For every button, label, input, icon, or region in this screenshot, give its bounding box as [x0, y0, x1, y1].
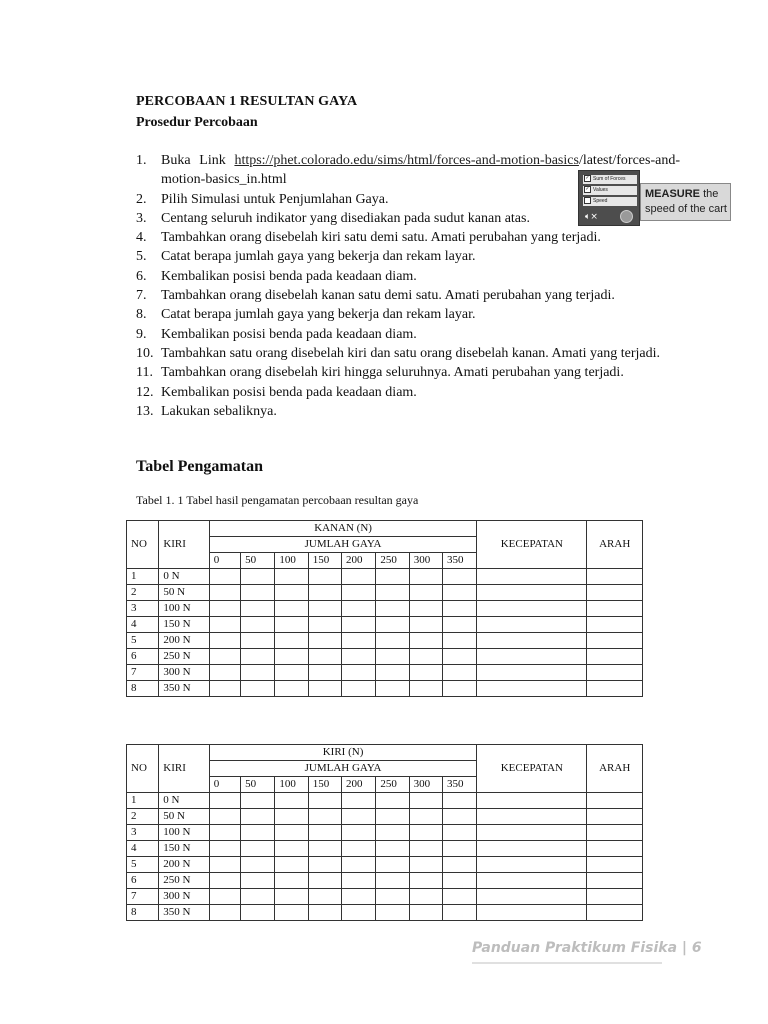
empty-entry-cell [443, 569, 477, 585]
empty-entry-cell [209, 633, 240, 649]
empty-entry-cell [308, 633, 341, 649]
list-item [136, 286, 680, 305]
step-number: 3. [136, 210, 147, 226]
empty-entry-cell [376, 793, 409, 809]
empty-entry-cell [342, 649, 376, 665]
empty-entry-cell [587, 825, 643, 841]
row-kiri-cell: 0 N [159, 793, 209, 809]
empty-entry-cell [342, 569, 376, 585]
column-group-header: KIRI (N) [209, 745, 477, 761]
step-text: Tambahkan orang disebelah kiri satu demi satu. Amati perubahan yang terjadi. [161, 230, 601, 246]
empty-entry-cell [587, 841, 643, 857]
empty-entry-cell [308, 601, 341, 617]
list-item [136, 325, 680, 344]
table-header-row [127, 745, 643, 761]
empty-entry-cell [308, 841, 341, 857]
step-number: 6. [136, 268, 147, 284]
empty-entry-cell [409, 889, 442, 905]
empty-entry-cell [376, 873, 409, 889]
row-kiri-cell: 0 N [159, 569, 209, 585]
empty-entry-cell [241, 585, 275, 601]
empty-entry-cell [342, 633, 376, 649]
empty-entry-cell [477, 585, 587, 601]
empty-entry-cell [376, 825, 409, 841]
step-text: Tambahkan orang disebelah kiri hingga seluruhnya. Amati perubahan yang terjadi. [161, 365, 624, 381]
empty-entry-cell [477, 873, 587, 889]
observation-table-kiri [126, 744, 643, 921]
empty-entry-cell [443, 585, 477, 601]
empty-entry-cell [587, 601, 643, 617]
empty-entry-cell [442, 825, 476, 841]
empty-entry-cell [342, 793, 376, 809]
empty-entry-cell [376, 617, 409, 633]
row-number-cell: 3 [127, 825, 159, 841]
table-row [127, 633, 643, 649]
empty-entry-cell [477, 617, 587, 633]
empty-entry-cell [442, 889, 476, 905]
list-item [136, 344, 680, 363]
empty-entry-cell [241, 633, 275, 649]
table-row [127, 809, 643, 825]
table-row [127, 617, 643, 633]
empty-entry-cell [209, 841, 240, 857]
column-header-force: 0 [209, 777, 240, 793]
empty-entry-cell [477, 889, 587, 905]
row-number-cell: 5 [127, 633, 159, 649]
table-row [127, 601, 643, 617]
empty-entry-cell [477, 681, 587, 697]
table-row [127, 905, 643, 921]
empty-entry-cell [308, 585, 341, 601]
table-row [127, 841, 643, 857]
empty-entry-cell [275, 585, 308, 601]
empty-entry-cell [376, 569, 409, 585]
step-text: Pilih Simulasi untuk Penjumlahan Gaya. [161, 191, 389, 207]
empty-entry-cell [442, 873, 476, 889]
empty-entry-cell [209, 649, 240, 665]
row-number-cell: 6 [127, 873, 159, 889]
checkbox-sum-of-forces: ✓ Sum of Forces [583, 175, 637, 184]
empty-entry-cell [477, 809, 587, 825]
empty-entry-cell [308, 889, 341, 905]
column-header-force: 50 [241, 553, 275, 569]
column-header-force: 300 [409, 777, 442, 793]
empty-entry-cell [409, 681, 442, 697]
empty-entry-cell [442, 809, 476, 825]
empty-entry-cell [241, 649, 275, 665]
empty-entry-cell [587, 889, 643, 905]
column-subgroup-header: JUMLAH GAYA [209, 537, 477, 553]
row-kiri-cell: 200 N [159, 857, 209, 873]
empty-entry-cell [308, 649, 341, 665]
empty-entry-cell [587, 857, 643, 873]
row-kiri-cell: 50 N [159, 809, 209, 825]
row-kiri-cell: 100 N [159, 825, 209, 841]
observation-table-kanan [126, 520, 643, 697]
step-number: 4. [136, 230, 147, 246]
step-number: 11. [136, 365, 153, 381]
row-kiri-cell: 100 N [159, 601, 209, 617]
indicator-panel [578, 170, 640, 226]
empty-entry-cell [376, 633, 409, 649]
step-suffix: /latest/forces-and-motion-basics_in.html [161, 153, 680, 188]
empty-entry-cell [342, 665, 376, 681]
empty-entry-cell [587, 585, 643, 601]
empty-entry-cell [275, 617, 308, 633]
column-header-force: 0 [209, 553, 240, 569]
step-number: 2. [136, 191, 147, 207]
list-item [136, 383, 680, 402]
step-text: Catat berapa jumlah gaya yang bekerja dan rekam layar. [161, 307, 476, 323]
empty-entry-cell [275, 809, 308, 825]
table-row [127, 585, 643, 601]
empty-entry-cell [409, 841, 442, 857]
empty-entry-cell [209, 585, 240, 601]
empty-entry-cell [443, 601, 477, 617]
empty-entry-cell [409, 793, 442, 809]
empty-entry-cell [342, 873, 376, 889]
empty-entry-cell [275, 649, 308, 665]
table-row [127, 825, 643, 841]
empty-entry-cell [409, 905, 442, 921]
table-row [127, 649, 643, 665]
empty-entry-cell [209, 873, 240, 889]
empty-entry-cell [308, 825, 341, 841]
empty-entry-cell [477, 601, 587, 617]
empty-entry-cell [376, 889, 409, 905]
empty-entry-cell [275, 873, 308, 889]
table-row [127, 665, 643, 681]
empty-entry-cell [443, 649, 477, 665]
empty-entry-cell [308, 873, 341, 889]
empty-entry-cell [275, 841, 308, 857]
table-caption: Tabel 1. 1 Tabel hasil pengamatan percobaan resultan gaya [136, 493, 419, 507]
empty-entry-cell [376, 905, 409, 921]
column-header-force: 250 [376, 553, 409, 569]
row-number-cell: 6 [127, 649, 159, 665]
empty-entry-cell [209, 681, 240, 697]
column-header-arah: ARAH [587, 521, 643, 569]
column-header-force: 250 [376, 777, 409, 793]
empty-entry-cell [376, 681, 409, 697]
empty-entry-cell [443, 665, 477, 681]
empty-entry-cell [409, 873, 442, 889]
empty-entry-cell [275, 569, 308, 585]
empty-entry-cell [209, 905, 240, 921]
empty-entry-cell [477, 841, 587, 857]
checkbox-values: ✓ Values [583, 186, 637, 195]
empty-entry-cell [241, 793, 275, 809]
empty-entry-cell [342, 825, 376, 841]
page-footer: Panduan Praktikum Fisika | 6 [472, 940, 702, 956]
empty-entry-cell [308, 681, 341, 697]
empty-entry-cell [342, 681, 376, 697]
checkbox-checked-icon: ✓ [585, 175, 590, 182]
empty-entry-cell [209, 569, 240, 585]
empty-entry-cell [409, 665, 442, 681]
list-item [136, 247, 680, 266]
step-prefix: Buka Link [161, 153, 235, 168]
empty-entry-cell [587, 665, 643, 681]
row-number-cell: 2 [127, 585, 159, 601]
empty-entry-cell [442, 857, 476, 873]
column-header-force: 100 [275, 553, 308, 569]
empty-entry-cell [587, 569, 643, 585]
step-number: 7. [136, 288, 147, 304]
row-number-cell: 5 [127, 857, 159, 873]
empty-entry-cell [587, 617, 643, 633]
step-text: Catat berapa jumlah gaya yang bekerja dan rekam layar. [161, 249, 476, 265]
empty-entry-cell [308, 617, 341, 633]
column-header-force: 200 [342, 553, 376, 569]
step-text: Tambahkan satu orang disebelah kiri dan satu orang disebelah kanan. Amati yang terjadi. [161, 345, 660, 361]
column-header-force: 350 [442, 777, 476, 793]
empty-entry-cell [376, 649, 409, 665]
row-kiri-cell: 350 N [159, 905, 209, 921]
row-kiri-cell: 300 N [159, 889, 209, 905]
empty-entry-cell [342, 617, 376, 633]
empty-entry-cell [342, 889, 376, 905]
empty-entry-cell [241, 841, 275, 857]
empty-entry-cell [308, 809, 341, 825]
column-header-kecepatan: KECEPATAN [477, 521, 587, 569]
step-number: 1. [136, 153, 147, 168]
table-row [127, 681, 643, 697]
empty-entry-cell [587, 905, 643, 921]
step-text: Lakukan sebaliknya. [161, 403, 277, 419]
empty-entry-cell [409, 809, 442, 825]
column-header-force: 200 [342, 777, 376, 793]
column-header-force: 350 [443, 553, 477, 569]
empty-entry-cell [241, 825, 275, 841]
table-row [127, 793, 643, 809]
step-text: Kembalikan posisi benda pada keadaan diam. [161, 326, 417, 342]
column-header-force: 150 [308, 553, 341, 569]
empty-entry-cell [376, 857, 409, 873]
column-header-force: 100 [275, 777, 308, 793]
empty-entry-cell [443, 617, 477, 633]
empty-entry-cell [209, 793, 240, 809]
empty-entry-cell [477, 633, 587, 649]
step-number: 10. [136, 345, 154, 361]
empty-entry-cell [308, 793, 341, 809]
speaker-icon: 🔈︎× [585, 212, 598, 222]
empty-entry-cell [209, 889, 240, 905]
empty-entry-cell [209, 601, 240, 617]
table-row [127, 569, 643, 585]
row-kiri-cell: 250 N [159, 649, 209, 665]
reset-icon [620, 210, 633, 223]
empty-entry-cell [209, 665, 240, 681]
empty-entry-cell [409, 825, 442, 841]
empty-entry-cell [376, 585, 409, 601]
empty-entry-cell [477, 569, 587, 585]
empty-entry-cell [241, 665, 275, 681]
empty-entry-cell [308, 569, 341, 585]
step-text: Centang seluruh indikator yang disediakan pada sudut kanan atas. [161, 210, 530, 226]
column-header-force: 150 [308, 777, 341, 793]
column-header-force: 300 [409, 553, 442, 569]
empty-entry-cell [409, 617, 442, 633]
empty-entry-cell [241, 857, 275, 873]
empty-entry-cell [376, 601, 409, 617]
empty-entry-cell [275, 681, 308, 697]
empty-entry-cell [275, 857, 308, 873]
row-number-cell: 2 [127, 809, 159, 825]
empty-entry-cell [209, 825, 240, 841]
empty-entry-cell [587, 873, 643, 889]
empty-entry-cell [342, 601, 376, 617]
row-kiri-cell: 150 N [159, 617, 209, 633]
row-number-cell: 7 [127, 889, 159, 905]
step-text: Kembalikan posisi benda pada keadaan diam. [161, 268, 417, 284]
empty-entry-cell [275, 905, 308, 921]
column-header-kiri: KIRI [159, 745, 209, 793]
empty-entry-cell [409, 649, 442, 665]
row-number-cell: 8 [127, 681, 159, 697]
column-group-header: KANAN (N) [209, 521, 477, 537]
empty-entry-cell [376, 665, 409, 681]
empty-entry-cell [241, 905, 275, 921]
empty-entry-cell [342, 841, 376, 857]
empty-entry-cell [409, 585, 442, 601]
row-kiri-cell: 300 N [159, 665, 209, 681]
empty-entry-cell [443, 633, 477, 649]
empty-entry-cell [443, 681, 477, 697]
row-kiri-cell: 150 N [159, 841, 209, 857]
measure-callout: MEASURE the speed of the cart [640, 183, 731, 221]
empty-entry-cell [477, 905, 587, 921]
empty-entry-cell [209, 809, 240, 825]
empty-entry-cell [241, 681, 275, 697]
column-header-kiri: KIRI [159, 521, 209, 569]
simulation-screenshot [578, 170, 731, 226]
column-header-no: NO [127, 745, 159, 793]
row-kiri-cell: 250 N [159, 873, 209, 889]
empty-entry-cell [587, 809, 643, 825]
empty-entry-cell [342, 905, 376, 921]
empty-entry-cell [241, 809, 275, 825]
column-header-kecepatan: KECEPATAN [477, 745, 587, 793]
empty-entry-cell [275, 889, 308, 905]
empty-entry-cell [376, 841, 409, 857]
empty-entry-cell [209, 617, 240, 633]
list-item [136, 363, 680, 382]
empty-entry-cell [342, 809, 376, 825]
empty-entry-cell [409, 601, 442, 617]
step-number: 8. [136, 307, 147, 323]
row-number-cell: 1 [127, 793, 159, 809]
empty-entry-cell [477, 825, 587, 841]
empty-entry-cell [442, 841, 476, 857]
empty-entry-cell [275, 601, 308, 617]
row-kiri-cell: 350 N [159, 681, 209, 697]
empty-entry-cell [477, 857, 587, 873]
row-number-cell: 4 [127, 617, 159, 633]
empty-entry-cell [409, 569, 442, 585]
empty-entry-cell [275, 793, 308, 809]
checkbox-checked-icon: ✓ [585, 186, 590, 193]
empty-entry-cell [308, 665, 341, 681]
empty-entry-cell [442, 793, 476, 809]
empty-entry-cell [409, 857, 442, 873]
row-number-cell: 1 [127, 569, 159, 585]
empty-entry-cell [308, 857, 341, 873]
empty-entry-cell [209, 857, 240, 873]
empty-entry-cell [587, 649, 643, 665]
empty-entry-cell [275, 633, 308, 649]
footer-divider [472, 962, 662, 964]
step-number: 12. [136, 384, 154, 400]
step-text: Kembalikan posisi benda pada keadaan diam. [161, 384, 417, 400]
step-number: 9. [136, 326, 147, 342]
empty-entry-cell [241, 873, 275, 889]
section-subtitle: Prosedur Percobaan [136, 115, 258, 130]
empty-entry-cell [342, 585, 376, 601]
row-kiri-cell: 200 N [159, 633, 209, 649]
checkbox-speed: Speed [583, 197, 637, 206]
page-number: 6 [691, 940, 702, 956]
row-number-cell: 8 [127, 905, 159, 921]
empty-entry-cell [409, 633, 442, 649]
empty-entry-cell [308, 905, 341, 921]
empty-entry-cell [376, 809, 409, 825]
list-item [136, 402, 680, 421]
empty-entry-cell [587, 681, 643, 697]
empty-entry-cell [241, 569, 275, 585]
step-number: 5. [136, 249, 147, 265]
empty-entry-cell [241, 617, 275, 633]
phet-link[interactable]: https://phet.colorado.edu/sims/html/forces-and-motion-basics [234, 153, 579, 168]
list-item [136, 305, 680, 324]
table-header-row [127, 521, 643, 537]
checkbox-empty-icon [584, 197, 591, 204]
table-section-title: Tabel Pengamatan [136, 458, 263, 475]
page-title: PERCOBAAN 1 RESULTAN GAYA [136, 94, 358, 109]
empty-entry-cell [241, 601, 275, 617]
column-header-arah: ARAH [587, 745, 643, 793]
table-row [127, 873, 643, 889]
empty-entry-cell [275, 665, 308, 681]
empty-entry-cell [275, 825, 308, 841]
row-number-cell: 4 [127, 841, 159, 857]
empty-entry-cell [477, 649, 587, 665]
empty-entry-cell [442, 905, 476, 921]
table-row [127, 889, 643, 905]
row-number-cell: 7 [127, 665, 159, 681]
table-row [127, 857, 643, 873]
list-item [136, 267, 680, 286]
row-kiri-cell: 50 N [159, 585, 209, 601]
row-number-cell: 3 [127, 601, 159, 617]
empty-entry-cell [342, 857, 376, 873]
step-text: Tambahkan orang disebelah kanan satu demi satu. Amati perubahan yang terjadi. [161, 288, 615, 304]
list-item [136, 228, 680, 247]
empty-entry-cell [477, 665, 587, 681]
empty-entry-cell [587, 633, 643, 649]
empty-entry-cell [477, 793, 587, 809]
column-subgroup-header: JUMLAH GAYA [209, 761, 477, 777]
empty-entry-cell [241, 889, 275, 905]
column-header-no: NO [127, 521, 159, 569]
column-header-force: 50 [241, 777, 275, 793]
step-number: 13. [136, 403, 154, 419]
empty-entry-cell [587, 793, 643, 809]
